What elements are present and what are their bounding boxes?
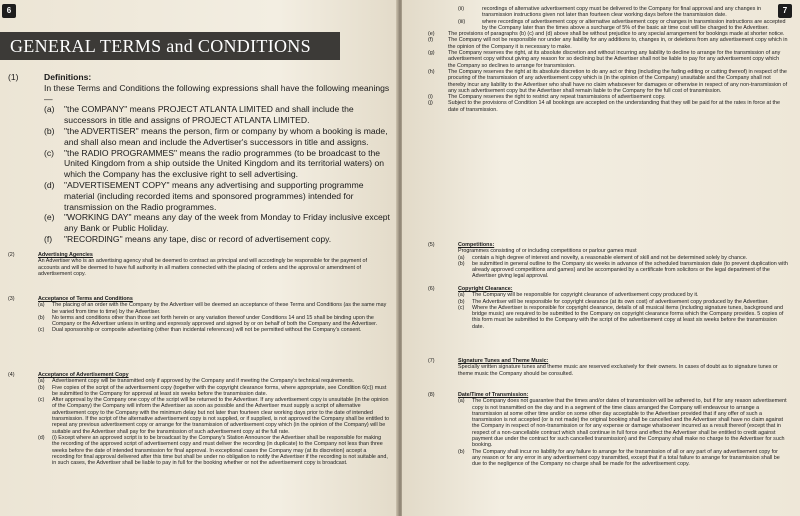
section-advertising-agencies [8,252,390,277]
section-heading: Signature Tunes and Theme Music: [458,358,549,364]
item-label: (ii) [458,6,464,12]
item-label: (iii) [458,18,466,25]
section-acceptance-copy-continued [428,6,788,113]
section-acceptance-terms [8,296,390,334]
definition-item: "ADVERTISEMENT COPY" means any advertising and supporting programme material (including recorded items and sponsored programmes) intended for transmission on the Radio programmes. [64,179,364,212]
item-label: (c) [38,397,45,404]
item-label: (a) [38,378,45,385]
section-copyright [428,286,788,330]
clause-item: Subject to the provisions of Condition 14 all bookings are accepted on the understanding that they will be paid for at the rates in force at the date of transmission. [448,100,781,113]
clause-item: (i) Except where an approved script is to be broadcast by the Company's Station Announcer the Advertiser shall be responsible for making the recording of the approved script of advertisement copy and must deliver the recording (in duplicate) to the Company not less than three weeks before the date of intended transmission for final approval. In exceptional cases the Company may (at its discretion) accept a recording for final approval delivered after this time but shall be under no obligation to notify the Advertiser if the recording is not suitable and, in such cases, the Advertiser shall be liable to pay in full for the booking whether or not the advertisement copy is broadcast. [52,434,388,467]
page-number-left: 6 [2,4,16,18]
clause-item: The Company will be responsible for copyright clearance of advertisement copy produced by it. [472,292,699,299]
definition-item: "RECORDING" means any tape, disc or record of advertisement copy. [64,233,332,244]
section-definitions [8,72,390,245]
definition-item: "the RADIO PROGRAMMES" means the radio programmes (to be broadcast to the United Kingdom from a ship outside the United Kingdom and its territorial waters) on which the Company has the exclusive right to sell advertising. [64,147,385,180]
clause-item: be submitted in general outline to the Company six weeks in advance of the scheduled transmission date (to prevent duplication with already approved competitions and games) and be accompanied by a certificate from solicitors or the legal department of the Advertiser giving legal approval. [472,260,788,280]
section-text: An Advertiser who is an advertising agency shall be deemed to contract as principal and will accordingly be responsible for the payment of accounts and will be deemed to have full authority in all matters connected with the placing of orders and the approval or amendment of advertisement copy. [38,258,368,277]
item-label: (d) [38,434,45,441]
section-heading: Advertising Agencies [38,252,93,258]
section-number: (8) [428,392,435,398]
definition-item: "WORKING DAY" means any day of the week from Monday to Friday inclusive except any Bank or Public Holiday. [64,212,390,234]
item-label: (i) [428,94,433,101]
item-label: (c) [38,327,45,334]
section-number: (4) [8,372,15,378]
section-number: (1) [8,72,19,82]
section-heading: Acceptance of Advertisement Copy [38,372,129,378]
section-signature-tunes [428,358,788,377]
section-number: (5) [428,242,435,248]
section-heading: Definitions: [44,72,92,82]
item-label: (g) [428,50,435,57]
section-heading: Competitions: [458,242,495,248]
item-label: (e) [428,31,435,38]
page-number-right: 7 [778,4,792,18]
item-label: (a) [44,104,55,115]
section-intro: Programmes consisting of or including competitions or parlour games must [458,248,637,255]
clause-item: The Company does not guarantee that the times and/or dates of transmission will be adhered to, but if for any reason advertisement copy is not transmitted on the day and in a segment of the time class arranged the Company will endeavour to arrange a transmission at some other time and/or on some other day acceptable to the Advertiser provided that if any offer of such a transmission is not accepted (or is not made) the original booking shall be cancelled and the Advertiser shall have no claim against the Company in respect of non-transmission or for any expense or damage whatsoever incurred as a result thereof (except that in respect of a non-cancellable contract which shall continue in full force and effect the Advertiser shall be entitled to credit against payment due under the contract for such cancelled transmission) and the Company shall make no charge to the Advertiser for such booking. [472,398,787,449]
item-label: (b) [458,298,465,305]
clause-item: The Company reserves the right, at its absolute discretion and without incurring any liability to decline to arrange for the transmission of any advertisement copy without giving any reason for so declining but the Advertiser shall not be liable to pay for any advertisement copy which the Company so declines to arrange for transmission. [448,50,781,69]
section-heading: Copyright Clearance: [458,286,513,292]
section-acceptance-copy [8,372,390,466]
clause-item: recordings of alternative advertisement copy must be delivered to the Company for final approval and any changes in transmission instructions given not later than fourteen clear working days before the transmission date. [482,6,761,19]
section-number: (7) [428,358,435,364]
section-intro: In these Terms and Conditions the following expressions shall have the following meanings— [44,82,390,104]
clause-item: Dual sponsorship or composite advertising (other than incidental references) will not be permitted without the Company's consent. [52,327,362,334]
item-label: (b) [38,384,45,391]
section-number: (3) [8,296,15,302]
item-label: (d) [44,179,55,190]
item-label: (c) [458,304,465,311]
clause-item: After approval by the Company one copy of the script will be returned to the Advertiser. If any advertisement copy is unsuitable (in the opinion of the Company) the Company will inform the Advertiser as soon as possible and the Advertiser must supply a script of alternative advertisement copy to the Company with the minimum delay but not later than fourteen clear working days prior to the date of intended transmission. If the script of the alternative advertisement copy is not supplied, or if supplied, is not approved the Company shall be entitled to repeat any previous advertisement copy or arrange for the transmission of advertisement copy which (in the opinion of the Company) will be suitable and the Advertiser shall pay for the transmission of such advertisement copy at the full rate. [52,397,390,435]
clause-item: Advertisement copy will be transmitted only if approved by the Company and if meeting the Company's technical requirements. [52,378,355,385]
section-number: (6) [428,286,435,292]
section-text: Specially written signature tunes and theme music are reserved exclusively for their owners. In cases of doubt as to signature tunes or theme music the Company should be consulted. [458,364,778,377]
item-label: (a) [458,292,465,299]
clause-item: No terms and conditions other than those set forth herein or any variation thereof under Conditions 14 and 15 shall be binding upon the Company or the Advertiser unless in writing and expressly approved and signed by or on behalf of both the Company and the Advertiser. [52,314,378,328]
item-label: (h) [428,68,435,75]
item-label: (b) [38,314,45,321]
clause-item: Where the Advertiser is responsible for copyright clearance, details of all musical items (including signature tunes, background and bridge music) are required to be submitted to the Company on copyright clearance forms which the Company provides. 5 copies of this form must be submitted to the Company with the script of the advertisement copy at least six weeks before the transmission date. [472,304,784,330]
item-label: (j) [428,100,433,107]
clause-item: where recordings of advertisement copy or alternative advertisement copy or changes in transmission instructions are accepted by the Company later than the times above a surcharge of 5% of the basic air time cost will be charged to the Advertiser. [482,18,786,31]
item-label: (a) [38,302,45,309]
clause-item: The placing of an order with the Company by the Advertiser will be deemed an acceptance of these Terms and Conditions (as the same may be varied from time to time) by the Advertiser. [52,302,387,315]
item-label: (f) [428,37,434,44]
section-number: (2) [8,252,15,258]
item-label: (a) [458,398,465,405]
right-page [402,0,800,516]
clause-item: Five copies of the script of the advertisement copy (together with the copyright clearance forms, where appropriate, see Condition 6(c)) must be submitted to the Company for approval at least six weeks before the transmission date. [52,384,387,397]
definition-item: "the ADVERTISER" means the person, firm or company by whom a booking is made, and shall also mean and include the Advertiser's successors in title and assigns. [64,125,388,147]
clause-item: The Company reserves the right at its absolute discretion to do any act or thing (including the fading editing or cutting thereof) in respect of the procuring of the transmission of any advertisement copy which is (in the opinion of the Company) unsuitable and the Company shall not thereby incur any liability to the Advertiser who shall have no claim whatsoever for damages or otherwise in respect of any non-transmission of any such advertisement copy but the Advertiser shall remain liable to the Company for the full cost of transmission. [448,68,788,94]
clause-item: The provisions of paragraphs (b) (c) and (d) above shall be without prejudice to any special arrangement for bookings made at shorter notice. [448,31,785,38]
item-label: (b) [44,125,55,136]
section-heading: Date/Time of Transmission: [458,392,529,398]
item-label: (a) [458,254,465,261]
section-competitions [428,242,788,280]
item-label: (b) [458,260,465,267]
definition-item: "the COMPANY" means PROJECT ATLANTA LIMITED and shall include the successors in title and assigns of PROJECT ATLANTA LIMITED. [64,104,354,126]
item-label: (e) [44,212,55,223]
clause-item: contain a high degree of interest and novelty, a reasonable element of skill and not be determined solely by chance. [472,254,748,261]
section-heading: Acceptance of Terms and Conditions [38,296,133,302]
page-title: GENERAL TERMS and CONDITIONS [10,36,311,56]
item-label: (c) [44,147,55,158]
clause-item: The Advertiser will be responsible for copyright clearance (at its own cost) of advertisement copy produced by the Advertiser. [472,298,769,305]
clause-item: The Company reserves the right to restrict any repeat transmissions of advertisement copy. [448,94,666,101]
clause-item: The Company will not be responsible nor under any liability for any additions to, changes in, or deletions from any advertisement copy which in the opinion of the Company it is necessary to make. [448,37,788,50]
title-banner [0,32,340,60]
item-label: (f) [44,233,53,244]
clause-item: The Company shall incur no liability for any failure to arrange for the transmission of all or any part of any advertisement copy for any reason or for any error in any advertisement copy transmitted, except that if a total failure to arrange for transmission shall be due to the negligence of the Company no charge shall be made for the advertisement copy. [472,448,780,468]
item-label: (b) [458,448,465,455]
left-page [0,0,398,516]
section-transmission [428,392,788,468]
